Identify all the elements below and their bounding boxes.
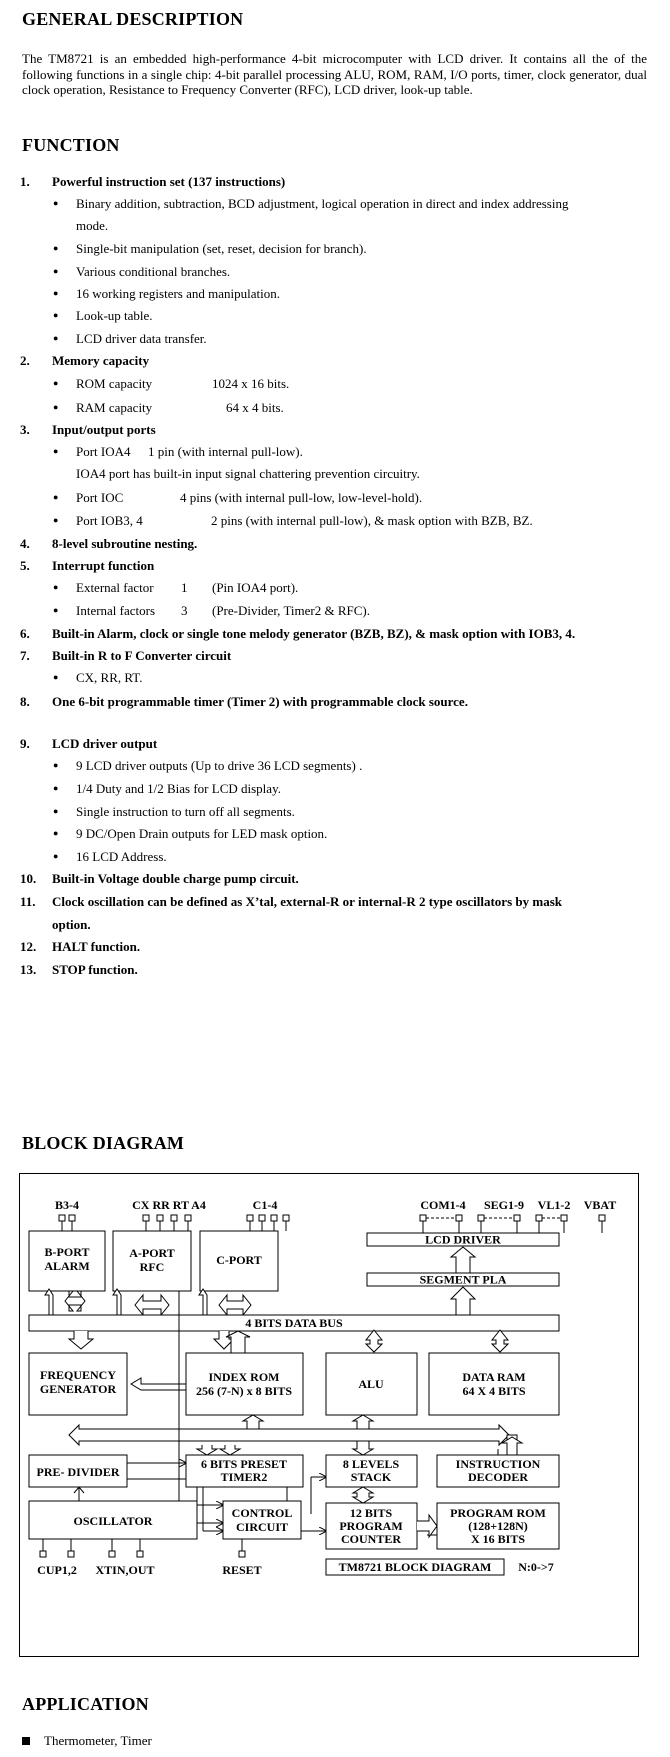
osc-to-prediv-arrow <box>74 1487 84 1501</box>
item-heading: Clock oscillation can be defined as X’tal, external-R or internal-R 2 type oscillators by mask <box>52 894 562 909</box>
pins-c-label: C1-4 <box>252 1198 278 1212</box>
frequency-generator-label-2: GENERATOR <box>39 1382 117 1396</box>
bullet-icon: ● <box>53 243 59 253</box>
list-item-value: 4 pins (with internal pull-low, low-level-hold). <box>180 490 423 505</box>
item-number: 12. <box>20 939 37 954</box>
item-heading: LCD driver output <box>52 736 158 751</box>
bus-vertical-double-arrows <box>366 1330 508 1352</box>
oscillator-label: OSCILLATOR <box>73 1514 153 1528</box>
item-number: 6. <box>20 626 30 641</box>
block-diagram-title: BLOCK DIAGRAM <box>22 1133 185 1153</box>
bullet-icon: ● <box>53 605 59 615</box>
list-item-value: 2 pins (with internal pull-low), & mask option with BZB, BZ. <box>211 513 533 528</box>
general-description-title: GENERAL DESCRIPTION <box>22 9 244 29</box>
list-item: IOA4 port has built-in input signal chattering prevention circuitry. <box>76 466 420 481</box>
index-rom-label-2: 256 (7-N) x 8 BITS <box>195 1384 293 1398</box>
item-heading: Powerful instruction set (137 instructions) <box>52 174 286 189</box>
bullet-icon: ● <box>53 378 59 388</box>
bullet-icon: ● <box>53 288 59 298</box>
general-description-text: The TM8721 is an embedded high-performance 4-bit microcomputer with LCD driver. It contains all the of the following functions in a single chip: 4-bit parallel processing ALU, ROM, RAM, I/O ports, timer, clock generator, dual clock operation, Resistance to Frequency Converter (RFC), LCD driver, look-up table. <box>22 51 647 97</box>
bullet-icon: ● <box>53 806 59 816</box>
a-port-label-2: RFC <box>139 1260 165 1274</box>
item-heading: Interrupt function <box>52 558 155 573</box>
bullet-icon: ● <box>53 310 59 320</box>
pins-vl-label: VL1-2 <box>537 1198 571 1212</box>
program-rom-label-3: X 16 BITS <box>470 1532 526 1546</box>
bullet-icon: ● <box>53 446 59 456</box>
item-heading: Built-in Voltage double charge pump circuit. <box>52 871 299 886</box>
list-item: 16 LCD Address. <box>76 849 167 864</box>
data-bus-label: 4 BITS DATA BUS <box>245 1316 343 1330</box>
list-item: mode. <box>76 218 109 233</box>
frequency-generator-label: FREQUENCY <box>39 1368 117 1382</box>
segment-pla-label: SEGMENT PLA <box>419 1272 507 1287</box>
item-heading-continued: option. <box>52 917 91 932</box>
item-heading: Built-in R to F Converter circuit <box>52 648 232 663</box>
alu-label: ALU <box>358 1377 384 1391</box>
program-rom-label-2: (128+128N) <box>468 1519 528 1533</box>
lcd-driver-label: LCD DRIVER <box>425 1232 501 1247</box>
item-heading: One 6-bit programmable timer (Timer 2) with programmable clock source. <box>52 694 468 709</box>
item-number: 1. <box>20 174 30 189</box>
item-number: 5. <box>20 558 30 573</box>
list-item: Binary addition, subtraction, BCD adjustment, logical operation in direct and index addressing <box>76 196 569 211</box>
bus-to-pla-arrow <box>451 1287 475 1315</box>
item-number: 3. <box>20 422 30 437</box>
square-bullet-icon <box>22 1737 30 1745</box>
instruction-decoder-label-2: DECODER <box>467 1470 529 1484</box>
list-item-value: 1024 x 16 bits. <box>212 376 290 391</box>
bullet-icon: ● <box>53 198 59 208</box>
a-port-label: A-PORT <box>129 1246 175 1260</box>
item-heading: Built-in Alarm, clock or single tone melody generator (BZB, BZ), & mask option with IOB3, 4. <box>52 626 576 641</box>
item-number: 7. <box>20 648 30 663</box>
list-item: 9 DC/Open Drain outputs for LED mask option. <box>76 826 328 841</box>
port-bus-arrows <box>45 1289 251 1315</box>
list-item-value: 64 x 4 bits. <box>226 400 284 415</box>
pin-squares <box>59 1215 605 1221</box>
rom-to-freq-arrow <box>131 1378 186 1390</box>
list-item: Single-bit manipulation (set, reset, decision for branch). <box>76 241 367 256</box>
stack-label: 8 LEVELS <box>342 1457 400 1471</box>
list-item-value: (Pre-Divider, Timer2 & RFC). <box>212 603 371 618</box>
cup-pins-label: CUP1,2 <box>37 1563 77 1577</box>
item-heading: HALT function. <box>52 939 141 954</box>
control-circuit-label-2: CIRCUIT <box>235 1520 289 1534</box>
program-counter-label-2: PROGRAM <box>339 1519 403 1533</box>
list-item-value: (Pin IOA4 port). <box>212 580 299 595</box>
program-counter-label: 12 BITS <box>349 1506 393 1520</box>
pins-vbat-label: VBAT <box>583 1198 617 1212</box>
list-item: ROM capacity <box>76 376 153 391</box>
item-number: 2. <box>20 353 30 368</box>
list-item: Port IOC <box>76 490 124 505</box>
pla-to-lcd-arrow <box>451 1247 475 1273</box>
list-item: Internal factors <box>76 603 156 618</box>
bullet-icon: ● <box>53 760 59 770</box>
instruction-decoder-label: INSTRUCTION <box>455 1457 541 1471</box>
b-port-label-2: ALARM <box>44 1259 90 1273</box>
list-item-count: 3 <box>181 603 188 618</box>
list-item: CX, RR, RT. <box>76 670 143 685</box>
stack-label-2: STACK <box>350 1470 392 1484</box>
bus-down-arrows <box>69 1331 234 1349</box>
function-title: FUNCTION <box>22 135 120 155</box>
program-rom-label: PROGRAM ROM <box>450 1506 546 1520</box>
stack-pc-arrow <box>353 1487 373 1503</box>
list-item: 1/4 Duty and 1/2 Bias for LCD display. <box>76 781 281 796</box>
list-item: Various conditional branches. <box>76 264 231 279</box>
program-counter-label-3: COUNTER <box>340 1532 402 1546</box>
block-diagram <box>19 1173 639 1657</box>
item-heading: Input/output ports <box>52 422 156 437</box>
list-item: Look-up table. <box>76 308 153 323</box>
list-item: LCD driver data transfer. <box>76 331 207 346</box>
item-heading: STOP function. <box>52 962 138 977</box>
data-ram-label: DATA RAM <box>462 1370 526 1384</box>
pre-divider-label: PRE- DIVIDER <box>36 1465 120 1479</box>
list-item: RAM capacity <box>76 400 153 415</box>
item-number: 9. <box>20 736 30 751</box>
bullet-icon: ● <box>53 492 59 502</box>
pins-a-label: CX RR RT A4 <box>132 1198 206 1212</box>
timer2-label: 6 BITS PRESET <box>200 1457 288 1471</box>
bottom-pin-leads <box>43 1539 242 1551</box>
list-item-value: 1 pin (with internal pull-low). <box>148 444 303 459</box>
item-number: 13. <box>20 962 37 977</box>
control-circuit-label: CONTROL <box>231 1506 293 1520</box>
pc-to-rom-arrow <box>417 1515 437 1537</box>
list-item: 9 LCD driver outputs (Up to drive 36 LCD segments) . <box>76 758 363 773</box>
pins-com-label: COM1-4 <box>420 1198 466 1212</box>
bullet-icon: ● <box>53 266 59 276</box>
bullet-icon: ● <box>53 402 59 412</box>
data-ram-label-2: 64 X 4 BITS <box>462 1384 526 1398</box>
internal-bus-arrow <box>69 1425 509 1445</box>
list-item: Single instruction to turn off all segments. <box>76 804 295 819</box>
application-item: Thermometer, Timer <box>44 1733 152 1748</box>
item-heading: 8-level subroutine nesting. <box>52 536 198 551</box>
bullet-icon: ● <box>53 672 59 682</box>
b-port-label: B-PORT <box>44 1245 90 1259</box>
timer2-label-2: TIMER2 <box>220 1470 268 1484</box>
list-item-count: 1 <box>181 580 188 595</box>
pins-seg-label: SEG1-9 <box>483 1198 525 1212</box>
item-number: 11. <box>20 894 36 909</box>
list-item: External factor <box>76 580 154 595</box>
bullet-icon: ● <box>53 333 59 343</box>
bullet-icon: ● <box>53 515 59 525</box>
bullet-icon: ● <box>53 783 59 793</box>
reset-pin-label: RESET <box>222 1563 262 1577</box>
item-number: 10. <box>20 871 37 886</box>
bottom-pin-squares <box>40 1551 245 1557</box>
application-title: APPLICATION <box>22 1694 149 1714</box>
item-number: 4. <box>20 536 30 551</box>
c-port-label: C-PORT <box>216 1253 262 1267</box>
list-item: Port IOB3, 4 <box>76 513 143 528</box>
n-range-label: N:0->7 <box>518 1560 554 1574</box>
list-item: 16 working registers and manipulation. <box>76 286 280 301</box>
bullet-icon: ● <box>53 851 59 861</box>
item-number: 8. <box>20 694 30 709</box>
diagram-caption: TM8721 BLOCK DIAGRAM <box>338 1560 492 1574</box>
xtin-pins-label: XTIN,OUT <box>95 1563 155 1577</box>
list-item: Port IOA4 <box>76 444 131 459</box>
index-rom-label: INDEX ROM <box>208 1370 280 1384</box>
bullet-icon: ● <box>53 582 59 592</box>
bullet-icon: ● <box>53 828 59 838</box>
item-heading: Memory capacity <box>52 353 150 368</box>
pins-b-label: B3-4 <box>55 1198 79 1212</box>
